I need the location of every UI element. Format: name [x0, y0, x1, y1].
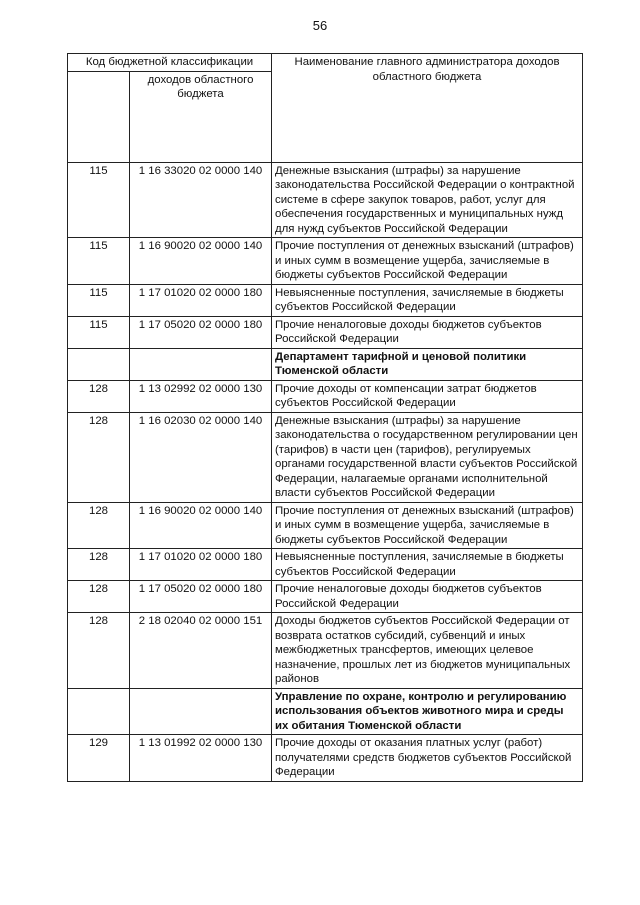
- revenue-name-cell: Денежные взыскания (штрафы) за нарушение законодательства Российской Федерации о контрактной системе в сфере закупок товаров, работ, услуг для обеспечения государственных и муниципальных нужд для нужд субъектов Российской Федерации: [272, 162, 583, 238]
- page-number: 56: [312, 18, 328, 33]
- revenue-name-cell: Прочие неналоговые доходы бюджетов субъектов Российской Федерации: [272, 316, 583, 348]
- administrator-code-cell: 115: [68, 284, 130, 316]
- administrator-code-cell: 128: [68, 613, 130, 689]
- administrator-title-cell: Департамент тарифной и ценовой политики Тюменской области: [272, 348, 583, 380]
- budget-code-cell: 2 18 02040 02 0000 151: [130, 613, 272, 689]
- table-row: [68, 581, 583, 613]
- header-administrator-name: Наименование главного администратора доходов областного бюджета: [272, 54, 583, 163]
- administrator-code-cell: 129: [68, 735, 130, 782]
- budget-code-cell: 1 16 33020 02 0000 140: [130, 162, 272, 238]
- administrator-code-cell: 128: [68, 581, 130, 613]
- administrator-code-cell: 128: [68, 502, 130, 549]
- table-row: [68, 549, 583, 581]
- budget-code-cell: 1 17 01020 02 0000 180: [130, 284, 272, 316]
- revenue-name-cell: Прочие доходы от компенсации затрат бюджетов субъектов Российской Федерации: [272, 380, 583, 412]
- table-row: [68, 162, 583, 238]
- revenue-name-cell: Прочие поступления от денежных взысканий (штрафов) и иных сумм в возмещение ущерба, зачисляемые в бюджеты субъектов Российской Федерации: [272, 502, 583, 549]
- budget-code-cell: 1 16 90020 02 0000 140: [130, 502, 272, 549]
- table-body: [68, 162, 583, 781]
- revenue-name-cell: Невыясненные поступления, зачисляемые в бюджеты субъектов Российской Федерации: [272, 284, 583, 316]
- revenue-name-cell: Денежные взыскания (штрафы) за нарушение законодательства о государственном регулировании цен (тарифов) в части цен (тарифов), регулируемых органами государственной власти субъектов Российской Федерации, налагаемые органами исполнительной власти субъектов Российской Федерации: [272, 412, 583, 502]
- budget-code-cell: 1 13 01992 02 0000 130: [130, 735, 272, 782]
- revenue-name-cell: Невыясненные поступления, зачисляемые в бюджеты субъектов Российской Федерации: [272, 549, 583, 581]
- budget-code-cell: [130, 348, 272, 380]
- budget-code-cell: 1 16 90020 02 0000 140: [130, 238, 272, 285]
- table-row: [68, 316, 583, 348]
- table-header-row: [68, 54, 583, 72]
- administrator-code-cell: 128: [68, 380, 130, 412]
- header-code-group: Код бюджетной классификации: [68, 54, 272, 72]
- table-row: [68, 238, 583, 285]
- administrator-title-cell: Управление по охране, контролю и регулированию использования объектов животного мира и среды их обитания Тюменской области: [272, 688, 583, 735]
- budget-code-cell: 1 17 05020 02 0000 180: [130, 316, 272, 348]
- revenue-name-cell: Доходы бюджетов субъектов Российской Федерации от возврата остатков субсидий, субвенций и иных межбюджетных трансфертов, имеющих целевое назначение, прошлых лет из бюджетов муниципальных районов: [272, 613, 583, 689]
- table-row: [68, 412, 583, 502]
- table-row: [68, 502, 583, 549]
- administrator-code-cell: [68, 348, 130, 380]
- revenue-name-cell: Прочие доходы от оказания платных услуг (работ) получателями средств бюджетов субъектов Российской Федерации: [272, 735, 583, 782]
- table-row: [68, 613, 583, 689]
- budget-code-cell: 1 16 02030 02 0000 140: [130, 412, 272, 502]
- budget-code-cell: 1 13 02992 02 0000 130: [130, 380, 272, 412]
- revenue-name-cell: Прочие неналоговые доходы бюджетов субъектов Российской Федерации: [272, 581, 583, 613]
- table-row: [68, 735, 583, 782]
- header-administrator-code: [68, 71, 130, 162]
- revenue-name-cell: Прочие поступления от денежных взысканий (штрафов) и иных сумм в возмещение ущерба, зачисляемые в бюджеты субъектов Российской Федерации: [272, 238, 583, 285]
- section-row: [68, 688, 583, 735]
- budget-code-cell: 1 17 05020 02 0000 180: [130, 581, 272, 613]
- administrator-code-cell: 128: [68, 412, 130, 502]
- budget-code-cell: [130, 688, 272, 735]
- administrator-code-cell: 128: [68, 549, 130, 581]
- header-income-code: доходов областного бюджета: [130, 71, 272, 162]
- table-row: [68, 380, 583, 412]
- administrator-code-cell: 115: [68, 238, 130, 285]
- section-row: [68, 348, 583, 380]
- budget-classification-table: [67, 53, 583, 782]
- administrator-code-cell: 115: [68, 316, 130, 348]
- budget-code-cell: 1 17 01020 02 0000 180: [130, 549, 272, 581]
- table-row: [68, 284, 583, 316]
- administrator-code-cell: 115: [68, 162, 130, 238]
- administrator-code-cell: [68, 688, 130, 735]
